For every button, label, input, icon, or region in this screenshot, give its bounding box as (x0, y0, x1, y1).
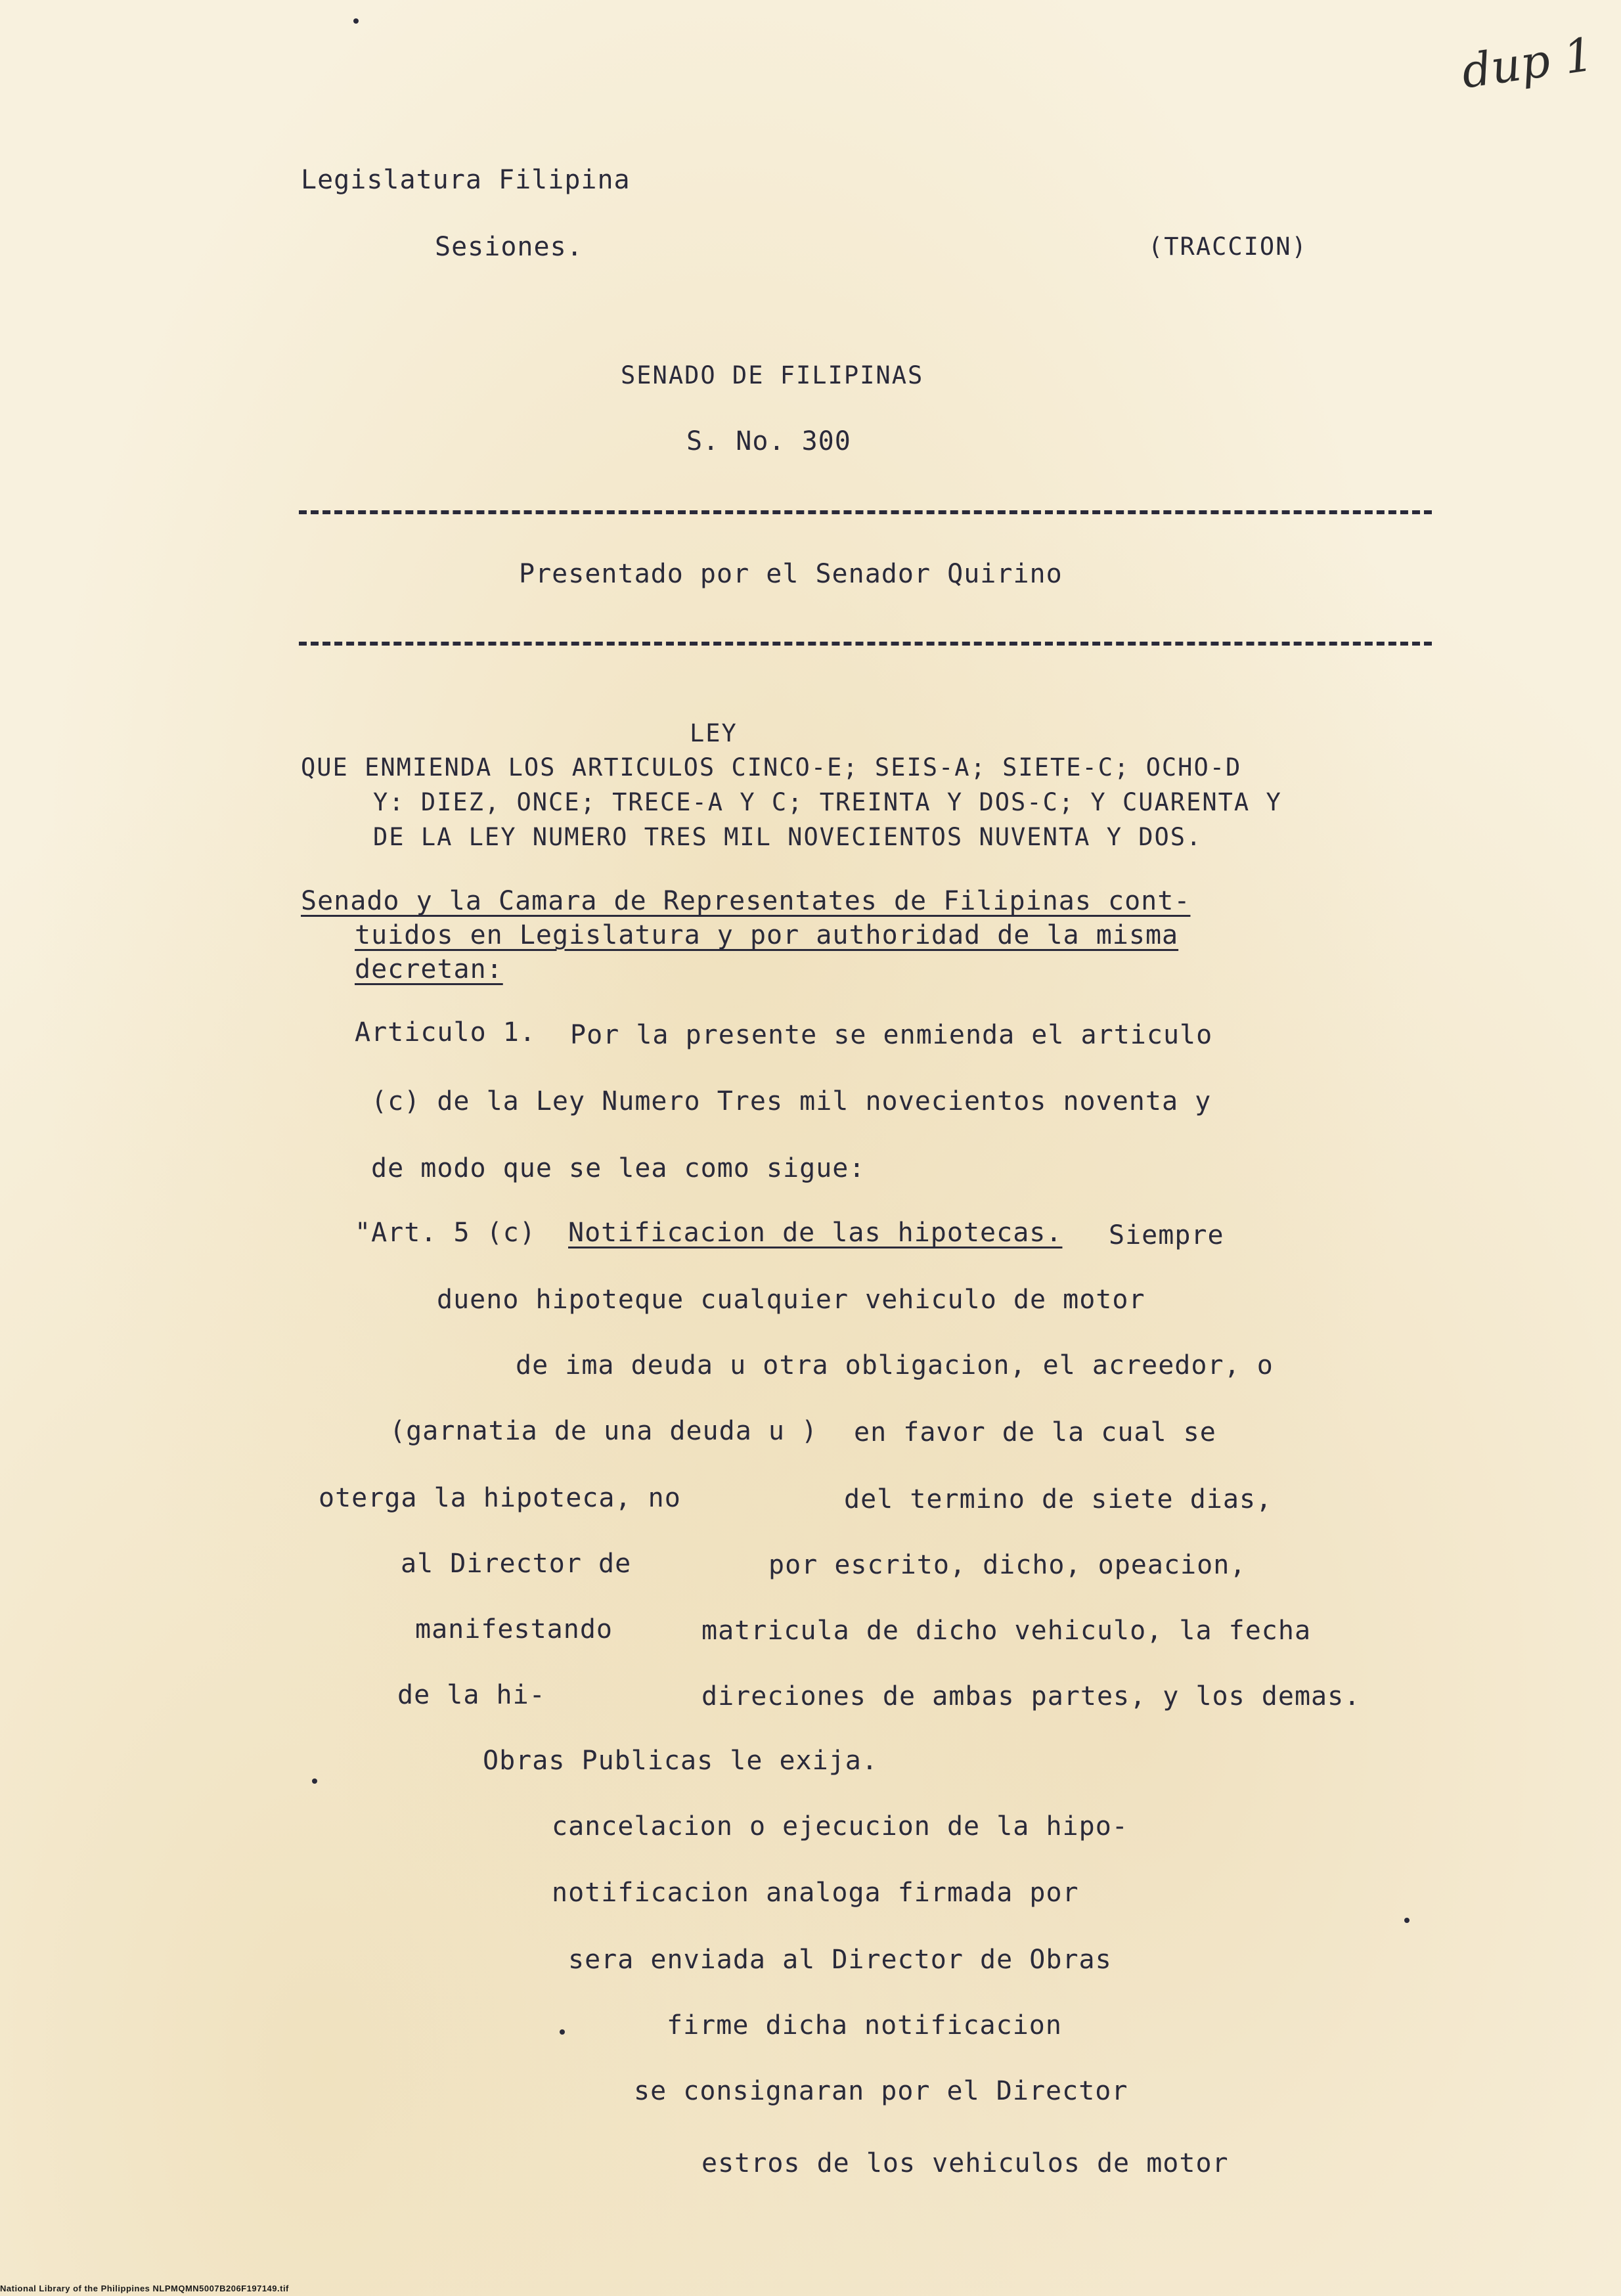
art5c-line-15: estros de los vehiculos de motor (701, 2148, 1229, 2178)
art5c-line-10: cancelacion o ejecucion de la hipo- (552, 1811, 1128, 1842)
art5c-line-6a: al Director de (401, 1549, 632, 1579)
article-1-line-1: Por la presente se enmienda el articulo (570, 1020, 1213, 1050)
art5c-line-3: de ima deuda u otra obligacion, el acreedor, o (516, 1350, 1274, 1380)
art5c-line-5a: oterga la hipoteca, no (319, 1483, 681, 1513)
art5c-line-9: Obras Publicas le exija. (483, 1746, 878, 1776)
ink-speck (560, 2029, 565, 2035)
archive-footer: National Library of the Philippines NLPMQMN5007B206F197149.tif (0, 2284, 289, 2293)
art5c-line-7b: matricula de dicho vehiculo, la fecha (701, 1616, 1312, 1646)
art5c-heading: Notificacion de las hipotecas. (568, 1218, 1063, 1248)
art5c-line-11: notificacion analoga firmada por (552, 1878, 1079, 1908)
title-line-2: Y: DIEZ, ONCE; TRECE-A Y C; TREINTA Y DOS-C; Y CUARENTA Y (373, 788, 1282, 816)
divider-bottom (299, 642, 1432, 646)
art5c-line-4b: en favor de la cual se (854, 1417, 1216, 1447)
art5c-line-8b: direciones de ambas partes, y los demas. (701, 1681, 1361, 1711)
art5c-line-4a: (garnatia de una deuda u ) (389, 1416, 818, 1446)
art5c-prefix: "Art. 5 (c) (355, 1218, 536, 1248)
bill-number: S. No. 300 (686, 426, 851, 456)
title-line-1: QUE ENMIENDA LOS ARTICULOS CINCO-E; SEIS-A; SIETE-C; OCHO-D (301, 753, 1242, 782)
art5c-line-2: dueno hipoteque cualquier vehiculo de motor (437, 1285, 1145, 1315)
title-heading: LEY (690, 719, 738, 747)
ink-speck (312, 1778, 317, 1784)
title-line-3: DE LA LEY NUMERO TRES MIL NOVECIENTOS NUVENTA Y DOS. (373, 823, 1203, 851)
art5c-line-14: se consignaran por el Director (634, 2076, 1128, 2106)
enacting-line-1: Senado y la Camara de Representates de Filipinas cont- (301, 886, 1191, 916)
enacting-line-3: decretan: (355, 954, 503, 984)
ink-speck (1404, 1918, 1410, 1923)
ink-speck (353, 18, 359, 24)
session-line: Sesiones. (435, 232, 583, 262)
chamber-title: SENADO DE FILIPINAS (621, 361, 924, 389)
art5c-line-12: sera enviada al Director de Obras (568, 1945, 1112, 1975)
sponsor-line: Presentado por el Senador Quirino (519, 559, 1063, 589)
divider-top (299, 510, 1432, 514)
article-1-line-2: (c) de la Ley Numero Tres mil novecientos noventa y (371, 1086, 1212, 1116)
legislature-line: Legislatura Filipina (301, 165, 631, 195)
article-1-label: Articulo 1. (355, 1017, 536, 1048)
art5c-line-7a: manifestando (415, 1614, 613, 1645)
art5c-siempre: Siempre (1109, 1220, 1224, 1250)
art5c-line-5b: del termino de siete dias, (844, 1484, 1273, 1514)
art5c-line-13: firme dicha notificacion (667, 2010, 1062, 2041)
art5c-line-6b: por escrito, dicho, opeacion, (768, 1550, 1247, 1580)
art5c-line-8a: de la hi- (397, 1680, 546, 1710)
enacting-line-2: tuidos en Legislatura y por authoridad de la misma (355, 920, 1179, 950)
article-1-line-3: de modo que se lea como sigue: (371, 1153, 866, 1183)
category-label: (TRACCION) (1148, 232, 1308, 261)
handwritten-annotation: dup 1 (1458, 27, 1597, 99)
